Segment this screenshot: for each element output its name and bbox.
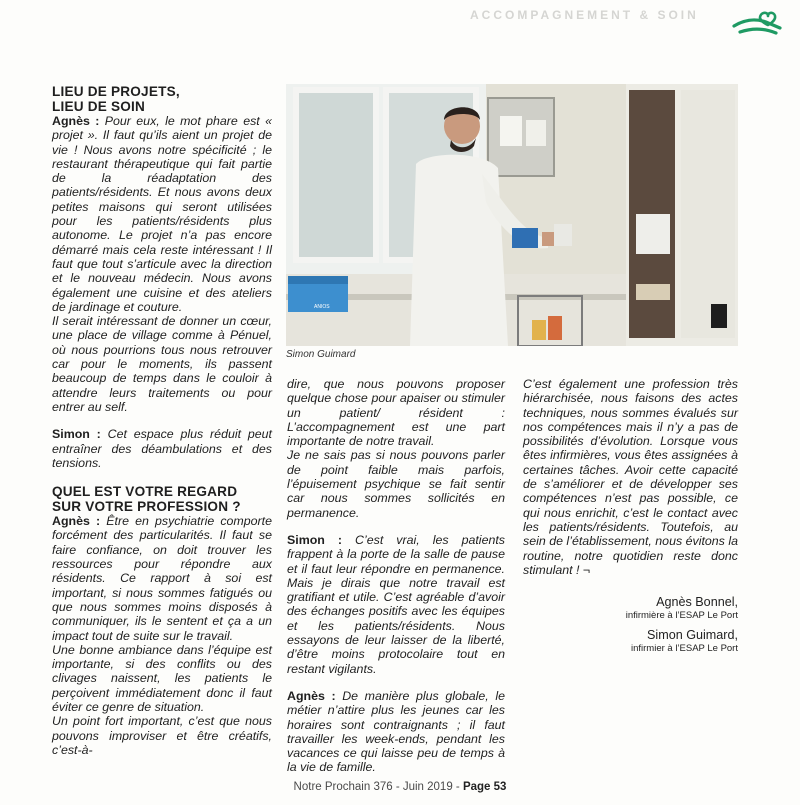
speaker-label: Agnès : xyxy=(287,688,336,703)
paragraph: C’est également une profession très hiérarchisée, nous faisons des actes techniques, nous sommes évalués sur nos compétences mais il n’y a pas de possibilités d’évolution. Lorsque vous êtes infirmières, vous êtes assignées à certaines tâches. Avoir cette capacité de s’améliorer et de développer ses compétences n’est pas possible, ce qui nous enrichit, c’est le contact avec les patients/résidents. Toutefois, au sein de l’établissement, nous évitons la routine, notre quotidien reste donc stimulant ! ¬ xyxy=(523,377,738,577)
paragraph-text: De manière plus globale, le métier n’attire plus les jeunes car les horaires sont contraignants ; il faut travailler les week-ends, pendant les vacances ce qui laisse peu de temps à la vie de famille. xyxy=(287,688,505,775)
speaker-label: Simon : xyxy=(52,427,101,442)
speaker-label: Agnès : xyxy=(52,514,101,529)
paragraph-text: C’est vrai, les patients frappent à la porte de la salle de pause et il faut leur répondre en permanence. Mais je dirais que notre travail est gratifiant et utile. C’est agréable d’avoir des échanges positifs avec les équipes et les patients/résidents. Nous essayons de leur laisser de la liberté, d’être moins protocolaire tout en restant vigilants. xyxy=(287,532,505,676)
column-left xyxy=(52,84,272,757)
signature-block xyxy=(523,595,738,655)
speaker-label: Simon : xyxy=(287,532,343,547)
paragraph xyxy=(52,114,272,314)
heading-line: LIEU DE PROJETS, xyxy=(52,84,180,99)
heading-line: QUEL EST VOTRE REGARD xyxy=(52,484,238,500)
paragraph xyxy=(52,514,272,643)
paragraph xyxy=(287,533,505,676)
photo-caption: Simon Guimard xyxy=(286,349,356,360)
paragraph-text: Cet espace plus réduit peut entraîner des déambulations et des tensions. xyxy=(52,427,272,470)
author-name: Simon Guimard, xyxy=(647,628,738,643)
paragraph-text: Être en psychiatrie comporte forcément des particularités. Il faut se faire confiance, on doit trouver les ressources pour répondre aux résidents. Ce rapport à soi est important, si nous sommes fatigués ou que nous sommes moins disposés à communiquer, ils le sentent et ça a un impact tout de suite sur le travail. xyxy=(52,514,273,643)
section-heading-profession xyxy=(52,484,272,514)
author-role: infirmier à l’ESAP Le Port xyxy=(630,643,738,655)
paragraph xyxy=(52,427,272,470)
hand-heart-icon xyxy=(730,6,786,38)
page-number: Page 53 xyxy=(462,781,507,793)
box-label: ANIOS xyxy=(314,304,330,310)
photo-nurse-pharmacy xyxy=(286,84,738,346)
heading-line: LIEU DE SOIN xyxy=(52,99,146,114)
paragraph: Un point fort important, c’est que nous pouvons improviser et être créatifs, c’est-à- xyxy=(52,714,272,757)
paragraph: Je ne sais pas si nous pouvons parler de point faible mais parfois, l’épuisement psychique se fait sentir car nous sommes sollicités en permanence. xyxy=(287,448,505,520)
page-footer xyxy=(0,781,800,793)
author-role: infirmière à l’ESAP Le Port xyxy=(625,610,738,622)
column-right xyxy=(523,377,738,661)
footer-text: Notre Prochain 376 - Juin 2019 - xyxy=(293,781,463,793)
section-heading-projects xyxy=(52,84,272,114)
running-header: ACCOMPAGNEMENT & SOIN xyxy=(470,8,699,22)
paragraph: Il serait intéressant de donner un cœur, une place de village comme à Pénuel, où nous pourrions tous nous retrouver car pour le moments, ils passent beaucoup de temps dans le couloir à attendre leurs traitements ou pour entrer au self. xyxy=(52,314,272,414)
paragraph xyxy=(287,689,505,775)
heading-line: SUR VOTRE PROFESSION ? xyxy=(52,499,241,515)
author-name: Agnès Bonnel, xyxy=(656,595,738,610)
paragraph: Une bonne ambiance dans l’équipe est importante, si des conflits ou des clivages naissent, les patients le perçoivent immédiatement donc il faut éviter ce genre de situation. xyxy=(52,642,272,714)
paragraph: dire, que nous pouvons proposer quelque chose pour apaiser ou stimuler un patient/ résident : L’accompagnement est une part importante de notre travail. xyxy=(287,377,505,449)
column-middle xyxy=(287,377,505,775)
paragraph-text: Pour eux, le mot phare est « projet ». Il faut qu’ils aient un projet de vie ! Nous avons notre spécificité ; le restaurant thérapeutique qui fait partie de la réadaptation des patients/résidents. Et nous avons deux petites maisons qui seront utilisées pour les patients/résidents plus autonome. Le projet n’a pas encore démarré mais cela reste intéressant ! Il faut que tout s’articule avec la direction et le nouveau médecin. Nous avons également une cuisine et des ateliers de jardinage et couture. xyxy=(52,114,272,314)
speaker-label: Agnès : xyxy=(52,114,100,128)
